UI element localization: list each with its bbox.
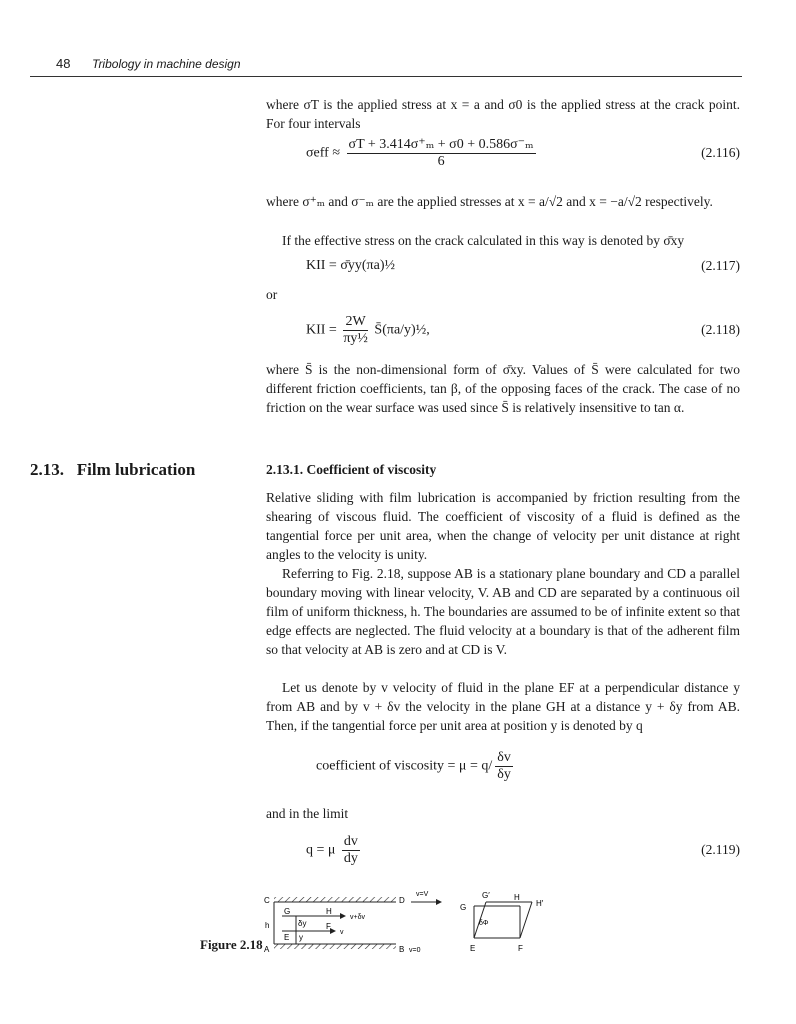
label-v-plus-dv: v+δv xyxy=(350,914,365,921)
paragraph-effective-stress: If the effective stress on the crack calculated in this way is denoted by σ̄xy xyxy=(282,233,685,248)
plate-cd xyxy=(274,897,396,902)
figure-label: Figure 2.18 xyxy=(200,937,263,952)
paragraph-velocity: Let us denote by v velocity of fluid in the plane EF at a perpendicular distance y from AB and by v + δv the velocity in the plane GH at a distance y + δy from AB. Then, if the tangential force per unit area at position y is denoted by q xyxy=(266,680,740,733)
section-number: 2.13. xyxy=(30,460,64,479)
viscosity-denominator: δy xyxy=(497,767,511,782)
subsection-heading: 2.13.1. Coefficient of viscosity xyxy=(266,462,437,477)
label-h-thickness: h xyxy=(265,921,270,930)
label-v-equals-0: v=0 xyxy=(409,947,421,954)
eq118-number: (2.118) xyxy=(701,322,740,337)
label-g-prime: G′ xyxy=(482,891,490,900)
eq117-number: (2.117) xyxy=(701,258,740,273)
label-dy: δy xyxy=(298,919,307,928)
eq116-number: (2.116) xyxy=(701,145,740,160)
label-a: A xyxy=(264,945,270,954)
equation-viscosity xyxy=(266,750,740,790)
label-h: H xyxy=(326,907,332,916)
running-title: Tribology in machine design xyxy=(92,57,241,71)
eq119-lhs: q = μ xyxy=(306,842,336,858)
page-number: 48 xyxy=(56,56,71,71)
label-v-equals-V: v=V xyxy=(416,891,429,898)
label-f-right: F xyxy=(518,944,523,953)
eq116-denominator: 6 xyxy=(437,154,445,169)
label-g-right: G xyxy=(460,903,467,912)
section-heading xyxy=(30,460,195,480)
eq119-denominator: dy xyxy=(343,851,358,866)
eq118-lhs: KII = xyxy=(306,322,337,338)
figure-shear-diagram xyxy=(452,888,552,954)
label-f: F xyxy=(326,922,331,931)
side-fh-prime xyxy=(520,902,532,938)
eq118-rhs: S̄(πa/y)½, xyxy=(374,322,430,338)
eq116-lhs: σeff ≈ xyxy=(306,145,341,161)
paragraph-applied-stress: where σT is the applied stress at x = a and σ0 is the applied stress at the crack point. For four intervals xyxy=(266,97,740,131)
eq118-numerator: 2W xyxy=(343,314,368,331)
eq116-fraction xyxy=(347,137,536,170)
label-e-right: E xyxy=(470,944,476,953)
label-c: C xyxy=(264,896,270,905)
viscosity-lhs: coefficient of viscosity = μ = q/ xyxy=(316,758,493,774)
paragraph-relative-sliding: Relative sliding with film lubrication is accompanied by friction resulting from the shearing of viscous fluid. The coefficient of viscosity of a fluid is defined as the tangential force per unit area, when the change of velocity per unit distance at right angles to the velocity is unity. xyxy=(266,490,740,562)
header-rule xyxy=(30,76,742,77)
paragraph-applied-stresses: where σ⁺ₘ and σ⁻ₘ are the applied stresses at x = a/√2 and x = −a/√2 respectively. xyxy=(266,194,713,209)
eq119-fraction xyxy=(342,834,360,867)
label-dphi: δΦ xyxy=(479,920,489,927)
viscosity-numerator: δv xyxy=(497,750,511,765)
paragraph-in-the-limit: and in the limit xyxy=(266,806,349,821)
label-v: v xyxy=(340,929,344,936)
label-d: D xyxy=(399,896,405,905)
label-e: E xyxy=(284,933,290,942)
equation-2-118 xyxy=(266,314,740,354)
velocity-arrowhead-gh xyxy=(340,913,346,919)
eq117-expression: KII = σ̄yy(πa)½ xyxy=(306,258,395,273)
paragraph-referring-fig: Referring to Fig. 2.18, suppose AB is a stationary plane boundary and CD a parallel boundary moving with linear velocity, V. AB and CD are separated by a continuous oil film of uniform thickness, h. The boundaries are assumed to be of infinite extent so that edge effects are neglected. The fluid velocity at a boundary is that of the adherent film so that velocity at AB is zero and at CD is V. xyxy=(266,566,740,657)
eq119-number: (2.119) xyxy=(701,842,740,857)
viscosity-fraction xyxy=(495,750,513,783)
section-title: Film lubrication xyxy=(76,460,196,479)
velocity-arrowhead-top xyxy=(436,899,442,905)
eq119-numerator: dv xyxy=(343,834,358,849)
figure-film-diagram xyxy=(256,888,446,954)
label-h-right: H xyxy=(514,893,520,902)
label-g: G xyxy=(284,907,291,916)
paragraph-non-dimensional: where S̄ is the non-dimensional form of σ̄xy. Values of S̄ were calculated for two different friction coefficients, tan β, of the opposing faces of the crack. The case of no friction on the wear surface was used since S̄ is relatively insensitive to tan α. xyxy=(266,362,740,415)
equation-2-116 xyxy=(266,137,740,177)
label-b: B xyxy=(399,945,405,954)
or-word: or xyxy=(266,287,278,302)
eq118-fraction xyxy=(343,314,368,347)
equation-2-117 xyxy=(266,258,740,282)
eq116-numerator: σT + 3.414σ⁺ₘ + σ0 + 0.586σ⁻ₘ xyxy=(348,137,534,152)
plate-ab xyxy=(274,944,396,949)
velocity-arrowhead-ef xyxy=(330,928,336,934)
equation-2-119 xyxy=(266,834,740,874)
label-y: y xyxy=(299,933,303,942)
label-h-prime: H′ xyxy=(536,899,544,908)
eq118-denominator: πy½ xyxy=(343,331,368,346)
